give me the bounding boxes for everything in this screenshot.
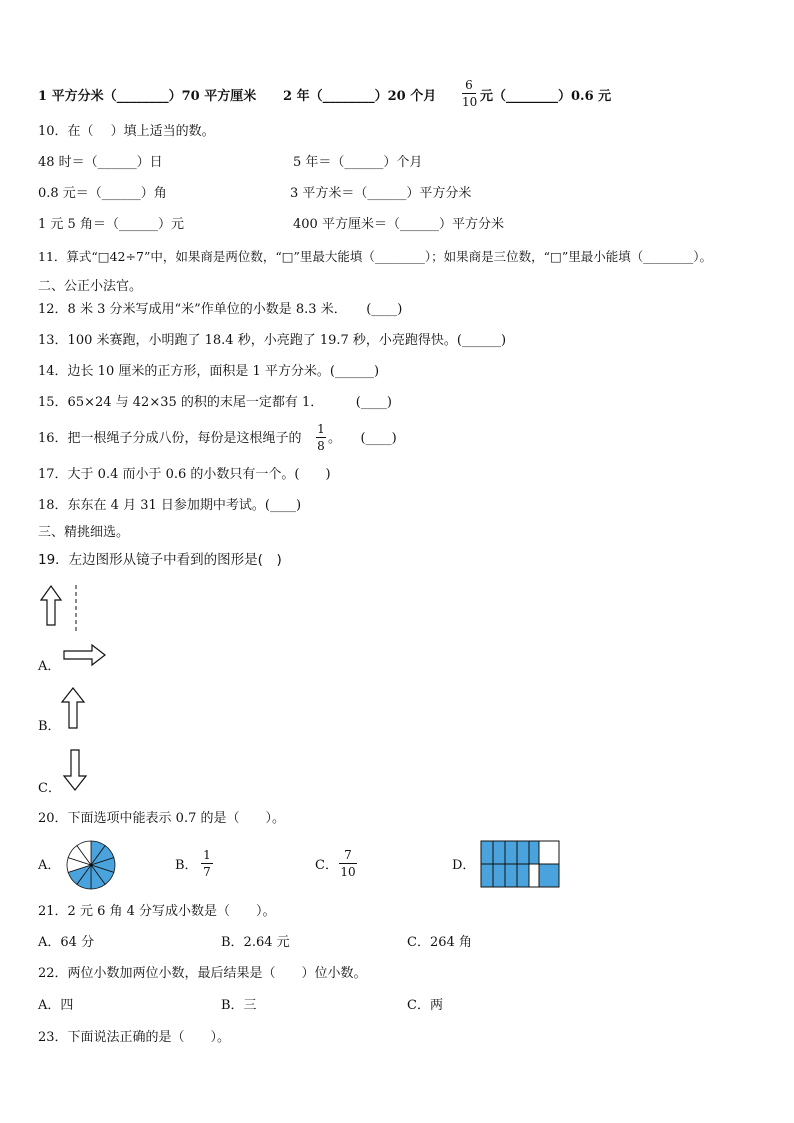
grid-cell bbox=[539, 864, 559, 887]
q21-option-b[interactable]: B．2.64 元 bbox=[221, 935, 290, 950]
q19-stem: 19．左边图形从镜子中看到的图形是( ) bbox=[38, 552, 282, 568]
top-item-3: 元（________）0.6 元 bbox=[480, 89, 612, 104]
fraction-numerator: 7 bbox=[344, 848, 352, 862]
q20-option-d-grid bbox=[480, 840, 558, 888]
q16-text: 16．把一根绳子分成八份，每份是这根绳子的 bbox=[38, 431, 302, 446]
grid-cell bbox=[517, 841, 529, 864]
q10-row2-right: 3 平方米＝（______）平方分米 bbox=[290, 186, 472, 201]
q23-stem: 23．下面说法正确的是（ ）。 bbox=[38, 1030, 231, 1045]
q16-fraction bbox=[316, 422, 326, 453]
q13: 13．100 米赛跑，小明跑了 18.4 秒，小亮跑了 19.7 秒，小亮跑得快。(______) bbox=[38, 333, 507, 348]
q10-row3-right: 400 平方厘米＝（______）平方分米 bbox=[293, 217, 504, 232]
q17: 17．大于 0.4 而小于 0.6 的小数只有一个。( ) bbox=[38, 467, 331, 482]
q20-option-c-fraction bbox=[339, 848, 357, 879]
q20-option-a-pie bbox=[66, 840, 116, 890]
q19-option-a-arrow bbox=[62, 643, 107, 667]
q14: 14．边长 10 厘米的正方形，面积是 1 平方分米。(______) bbox=[38, 364, 380, 379]
q16-after: 。 (____) bbox=[328, 431, 397, 446]
q22-option-b[interactable]: B．三 bbox=[221, 998, 257, 1013]
fraction-numerator: 6 bbox=[465, 78, 473, 92]
q18: 18．东东在 4 月 31 日参加期中考试。(____) bbox=[38, 498, 302, 513]
grid-cell bbox=[529, 841, 539, 864]
fraction-denominator: 8 bbox=[317, 439, 325, 453]
q21-stem: 21．2 元 6 角 4 分写成小数是（ ）。 bbox=[38, 904, 276, 919]
down-arrow-icon bbox=[64, 750, 86, 790]
q19-option-c-label[interactable]: C． bbox=[38, 781, 61, 796]
section-2-heading: 二、公正小法官。 bbox=[38, 279, 143, 294]
up-arrow-icon bbox=[41, 586, 61, 625]
q10-row3-left: 1 元 5 角＝（______）元 bbox=[38, 217, 184, 232]
q11: 11．算式“□42÷7”中，如果商是两位数，“□”里最大能填（________）；如果商是三位数，“□”里最小能填（________）。 bbox=[38, 249, 713, 264]
right-arrow-icon bbox=[64, 645, 105, 665]
q19-option-a-label[interactable]: A． bbox=[38, 659, 61, 674]
grid-cell bbox=[505, 864, 517, 887]
q19-option-b-label[interactable]: B． bbox=[38, 719, 61, 734]
q20-option-b-label[interactable]: B． bbox=[175, 858, 198, 873]
top-item-1: 1 平方分米（________）70 平方厘米 bbox=[38, 89, 257, 104]
q20-stem: 20．下面选项中能表示 0.7 的是（ ）。 bbox=[38, 811, 285, 826]
q22-stem: 22．两位小数加两位小数，最后结果是（ ）位小数。 bbox=[38, 966, 367, 981]
q21-option-c[interactable]: C．264 角 bbox=[407, 935, 472, 950]
grid-cell bbox=[481, 864, 493, 887]
q20-option-b-fraction bbox=[201, 848, 213, 879]
q10-stem: 10．在（ ）填上适当的数。 bbox=[38, 124, 215, 139]
q21-option-a[interactable]: A．64 分 bbox=[38, 935, 95, 950]
q20-option-d-label[interactable]: D． bbox=[452, 858, 476, 873]
q10-row2-left: 0.8 元＝（______）角 bbox=[38, 186, 167, 201]
q16 bbox=[38, 430, 302, 448]
grid-cell bbox=[493, 864, 505, 887]
q10-row1-left: 48 时＝（______）日 bbox=[38, 155, 163, 170]
grid-cell bbox=[505, 841, 517, 864]
q19-option-c-arrow bbox=[62, 748, 88, 792]
grid-cell bbox=[529, 864, 539, 887]
up-arrow-icon bbox=[62, 688, 84, 728]
fraction-denominator: 10 bbox=[462, 95, 478, 109]
q19-option-b-arrow bbox=[60, 686, 86, 730]
q15: 15．65×24 与 42×35 的积的末尾一定都有 1． (____) bbox=[38, 395, 392, 410]
top-item-2: 2 年（________）20 个月 bbox=[283, 89, 437, 104]
q22-option-a[interactable]: A．四 bbox=[38, 998, 74, 1013]
grid-cell bbox=[481, 841, 493, 864]
fraction-denominator: 10 bbox=[340, 865, 356, 879]
fraction-numerator: 1 bbox=[203, 848, 211, 862]
grid-cell bbox=[539, 841, 559, 864]
top-item-3-fraction bbox=[462, 78, 476, 109]
q20-option-a-label[interactable]: A． bbox=[38, 858, 61, 873]
fraction-numerator: 1 bbox=[317, 422, 325, 436]
section-3-heading: 三、精挑细选。 bbox=[38, 525, 130, 540]
q20-option-c-label[interactable]: C． bbox=[315, 858, 338, 873]
fraction-denominator: 7 bbox=[203, 865, 211, 879]
q10-row1-right: 5 年＝（______）个月 bbox=[293, 155, 423, 170]
grid-cell bbox=[493, 841, 505, 864]
q22-option-c[interactable]: C．两 bbox=[407, 998, 443, 1013]
q12: 12．8 米 3 分米写成用“米”作单位的小数是 8.3 米． (____) bbox=[38, 302, 403, 317]
grid-cell bbox=[517, 864, 529, 887]
q19-original-arrow-figure bbox=[38, 583, 83, 633]
